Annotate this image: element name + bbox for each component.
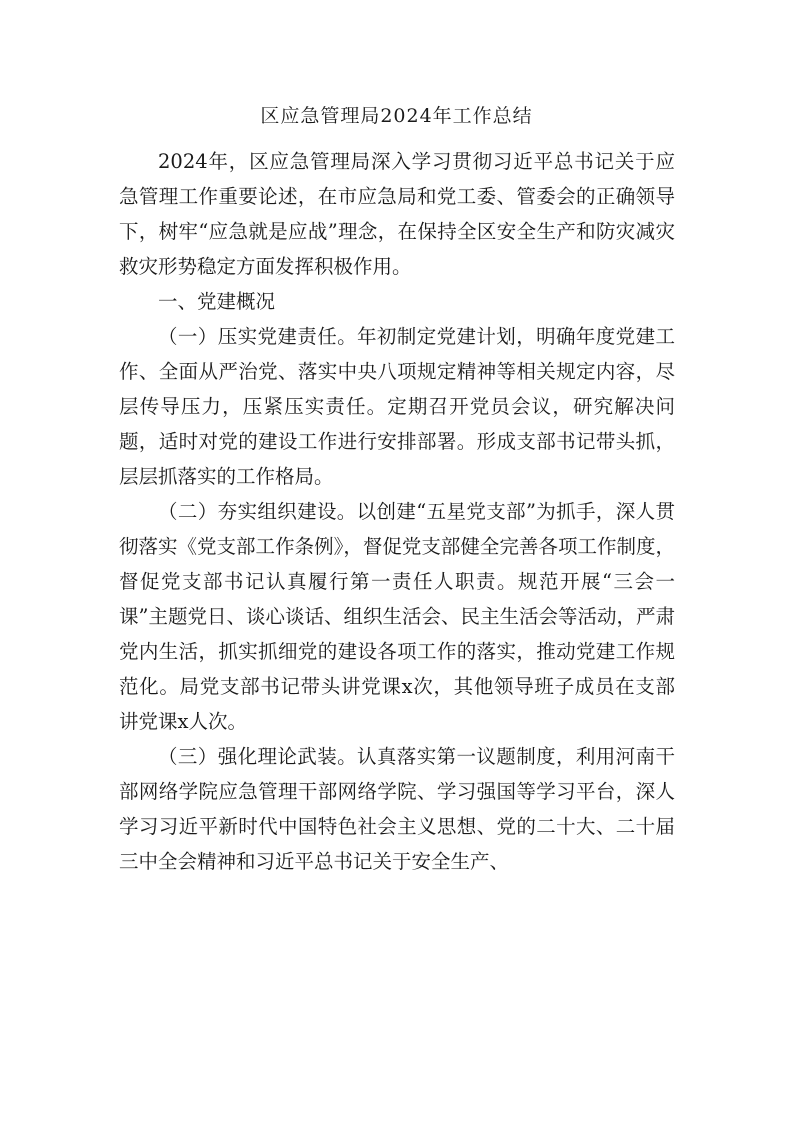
paragraph-theory-study: （三）强化理论武装。认真落实第一议题制度，利用河南干部网络学院应急管理干部网络学院、学习强国等学习平台，深人学习习近平新时代中国特色社会主义思想、党的二十大、二十届三中全会精神和习近平总书记关于安全生产、	[119, 745, 675, 873]
section-heading-party-building: 一、党建概况	[158, 290, 276, 313]
paragraph-party-responsibility: （一）压实党建责任。年初制定党建计划，明确年度党建工作、全面从严治党、落实中央八项规定精神等相关规定内容，尽层传导压力，压紧压实责任。定期召开党员会议，研究解决问题，适时对党的建设工作进行安排部署。形成支部书记带头抓，层层抓落实的工作格局。	[119, 325, 675, 488]
paragraph-organization-building: （二）夯实组织建设。以创建“五星党支部”为抓手，深人贯彻落实《党支部工作条例》，督促党支部健全完善各项工作制度，督促党支部书记认真履行第一责任人职责。规范开展“三会一课”主题党日、谈心谈话、组织生活会、民主生活会等活动，严肃党内生活，抓实抓细党的建设各项工作的落实，推动党建工作规范化。局党支部书记带头讲党课x次，其他领导班子成员在支部讲党课x人次。	[119, 500, 675, 733]
document-title: 区应急管理局2024年工作总结	[260, 105, 533, 127]
document-body	[119, 144, 675, 879]
intro-paragraph: 2024年，区应急管理局深入学习贯彻习近平总书记关于应急管理工作重要论述，在市应急局和党工委、管委会的正确领导下，树牢“应急就是应战”理念，在保持全区安全生产和防灾减灾救灾形势稳定方面发挥积极作用。	[119, 150, 675, 278]
